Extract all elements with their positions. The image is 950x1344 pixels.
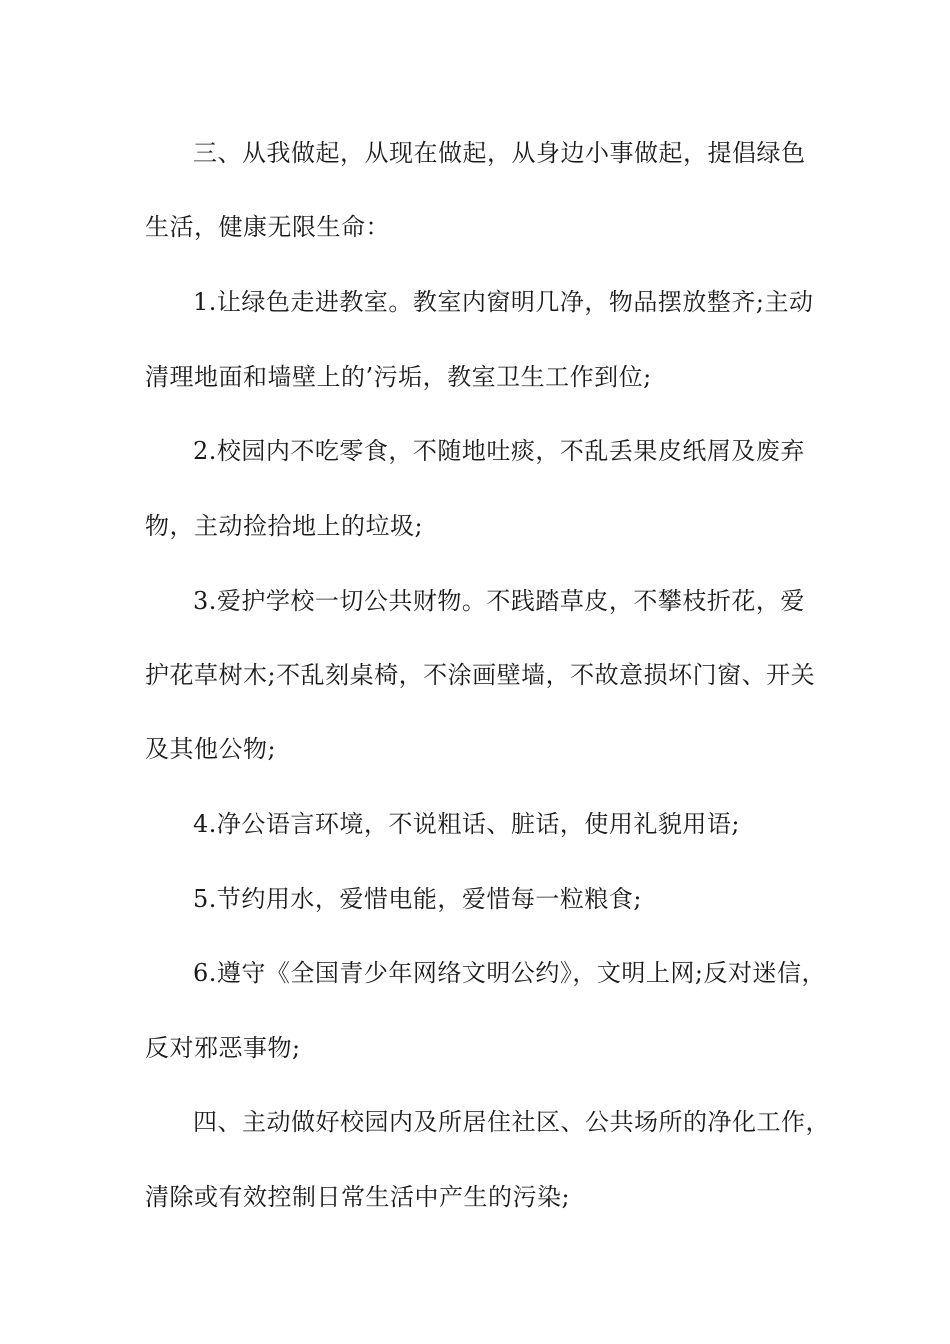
item-3-line-3: 及其他公物; <box>145 735 277 763</box>
item-1-line-2: 清理地面和墙壁上的’污垢，教室卫生工作到位; <box>145 363 652 391</box>
paragraph-4-line-1: 四、主动做好校园内及所居住社区、公共场所的净化工作， <box>193 1108 830 1136</box>
item-1-line-1: 1.让绿色走进教室。教室内窗明几净，物品摆放整齐;主动 <box>193 288 814 316</box>
item-2-line-2: 物，主动捡拾地上的垃圾; <box>145 512 424 540</box>
item-3-line-2: 护花草树木;不乱刻桌椅，不涂画壁墙，不故意损坏门窗、开关 <box>145 661 816 689</box>
item-2-line-1: 2.校园内不吃零食，不随地吐痰，不乱丢果皮纸屑及废弃 <box>193 437 805 465</box>
paragraph-4-line-2: 清除或有效控制日常生活中产生的污染; <box>145 1183 571 1211</box>
item-3-line-1: 3.爱护学校一切公共财物。不践踏草皮，不攀枝折花，爱 <box>193 587 805 615</box>
item-4-line-1: 4.净公语言环境，不说粗话、脏话，使用礼貌用语; <box>193 810 740 838</box>
item-5-line-1: 5.节约用水，爱惜电能，爱惜每一粒粮食; <box>193 885 642 913</box>
item-6-line-2: 反对邪恶事物; <box>145 1034 301 1062</box>
item-6-line-1: 6.遵守《全国青少年网络文明公约》，文明上网;反对迷信， <box>193 959 826 987</box>
paragraph-3-line-1: 三、从我做起，从现在做起，从身边小事做起，提倡绿色 <box>193 139 806 167</box>
paragraph-3-line-2: 生活，健康无限生命： <box>145 213 390 241</box>
